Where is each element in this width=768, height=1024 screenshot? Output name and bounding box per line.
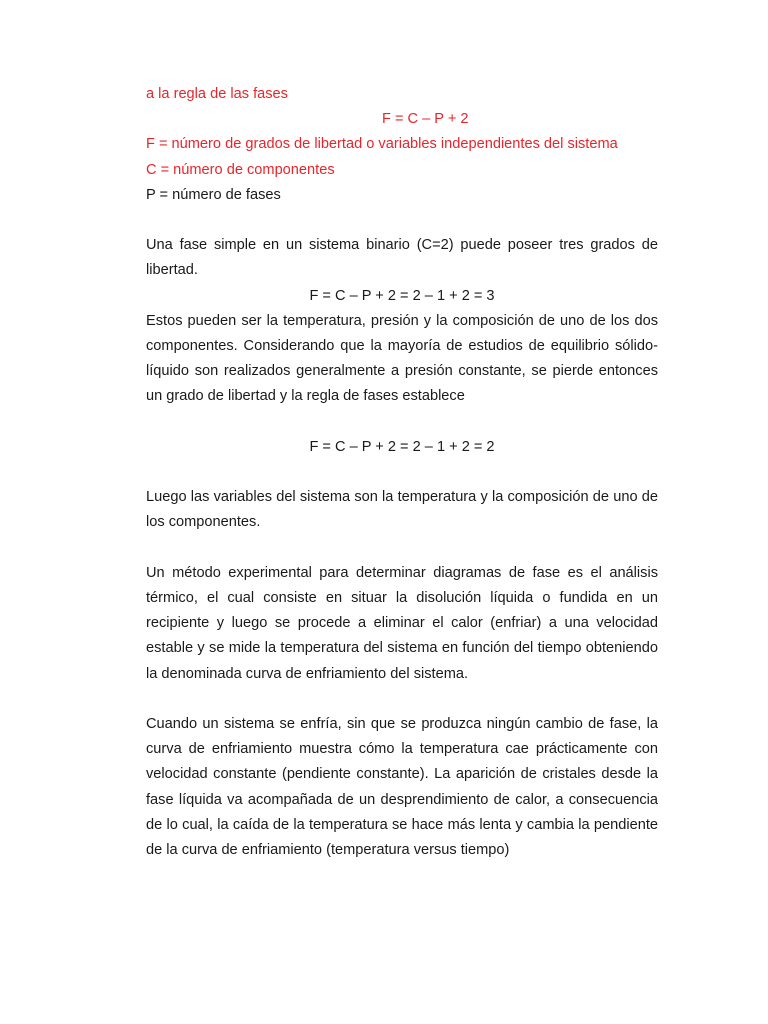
paragraph-binary-system: Una fase simple en un sistema binario (C=2) puede poseer tres grados de libertad.: [146, 237, 658, 279]
paragraph-thermal-analysis: Un método experimental para determinar diagramas de fase es el análisis térmico, el cual consiste en situar la disolución líquida o fundida en un recipiente y luego se procede a eliminar el calor (enfriar) a una velocidad estable y se mide la temperatura del sistema en función del tiempo obteniendo la denominada curva de enfriamiento del sistema.: [146, 564, 658, 682]
document-page: [146, 82, 658, 863]
definition-c: C = número de componentes: [146, 161, 335, 178]
equation-two-degrees: F = C – P + 2 = 2 – 1 + 2 = 2: [309, 438, 495, 455]
definition-p: P = número de fases: [146, 186, 281, 203]
paragraph-cooling-curve: Cuando un sistema se enfría, sin que se produzca ningún cambio de fase, la curva de enfriamiento muestra cómo la temperatura cae prácticamente con velocidad constante (pendiente constante). La aparición de cristales desde la fase líquida va acompañada de un desprendimiento de calor, a consecuencia de lo cual, la caída de la temperatura se hace más lenta y cambia la pendiente de la curva de enfriamiento (temperatura versus tiempo): [146, 715, 658, 858]
paragraph-system-variables: Luego las variables del sistema son la temperatura y la composición de uno de los componentes.: [146, 489, 658, 531]
definition-f: F = número de grados de libertad o variables independientes del sistema: [146, 136, 618, 153]
equation-three-degrees: F = C – P + 2 = 2 – 1 + 2 = 3: [309, 287, 495, 304]
intro-text: a la regla de las fases: [146, 86, 288, 102]
phase-rule-formula: F = C – P + 2: [382, 111, 469, 128]
paragraph-variables: Estos pueden ser la temperatura, presión y la composición de uno de los dos componentes. Considerando que la mayoría de estudios de equilibrio sólido-líquido son realizados generalmente a presión constante, se pierde entonces un grado de libertad y la regla de fases establece: [146, 312, 658, 405]
